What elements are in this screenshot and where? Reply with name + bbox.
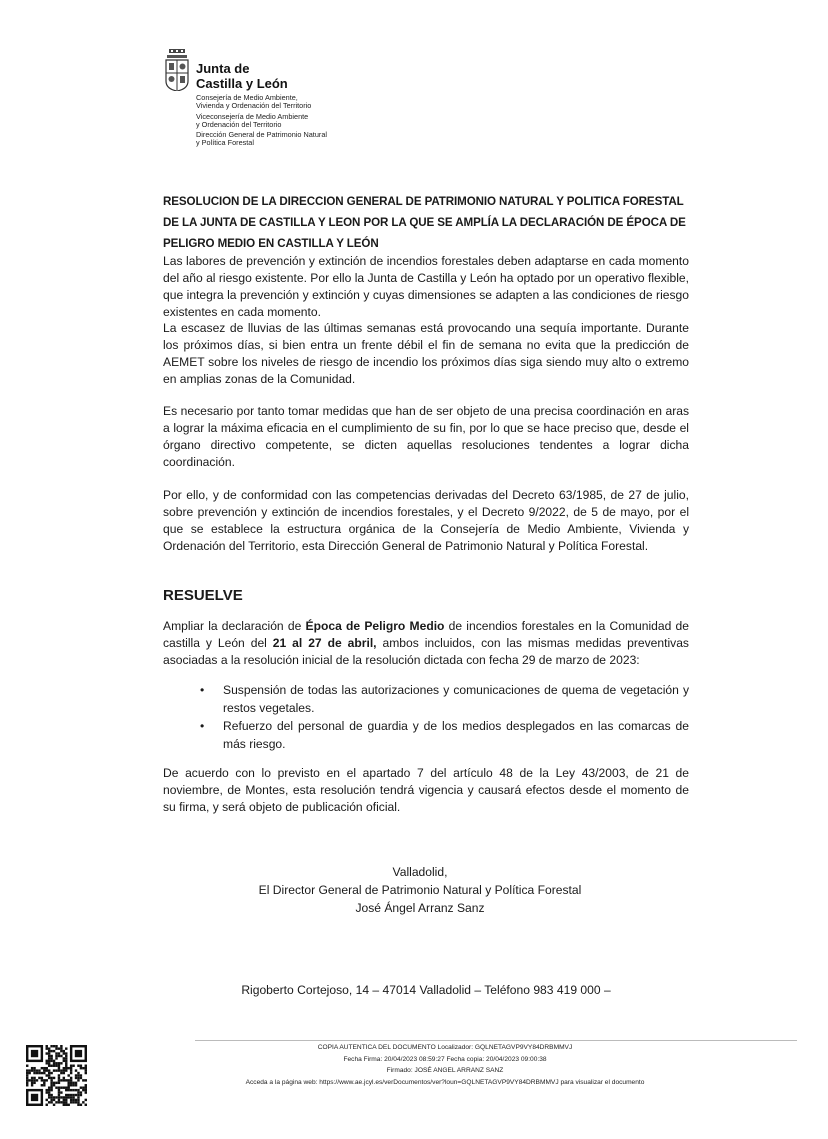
paragraph-legal-basis: Por ello, y de conformidad con las competencias derivadas del Decreto 63/1985, de 27 de julio, sobre prevención y extinción de incendios forestales, y el Decreto 9/2022, de 5 de mayo, por el que se establece la estructura orgánica de la Consejería de Medio Ambiente, Vivienda y Ordenación del Territorio, esta Dirección General de Patrimonio Natural y Política Forestal. (163, 488, 689, 553)
list-item: • Suspensión de todas las autorizaciones y comunicaciones de quema de vegetación y restos vegetales. (200, 682, 689, 717)
org-sub-line: Viceconsejería de Medio Ambiente (196, 111, 309, 121)
paragraph-coordination: Es necesario por tanto tomar medidas que han de ser objeto de una precisa coordinación en aras a lograr la máxima eficacia en el cumplimiento de su fin, por lo que se hace preciso que, desde el órgano directivo competente, se dicten aquellas resoluciones tendentes a lograr dicha coordinación. (163, 404, 689, 469)
signature-place: Valladolid, (392, 865, 448, 879)
org-sub-line: y Política Forestal (196, 138, 254, 148)
qr-code-icon[interactable] (26, 1045, 87, 1106)
junta-coat-of-arms-logo (165, 49, 189, 91)
org-sub-line: Vivienda y Ordenación del Territorio (196, 101, 312, 111)
footer-address: Rigoberto Cortejoso, 14 – 47014 Valladolid – Teléfono 983 419 000 – (241, 983, 611, 997)
verification-signer: Firmado: JOSÉ ANGEL ARRANZ SANZ (386, 1067, 504, 1074)
footer-divider (195, 1040, 797, 1041)
verification-block (190, 1042, 700, 1088)
verification-url-link[interactable]: Acceda a la página web: https://www.ae.jcyl.es/verDocumentos/ver?loun=GQLNETAGVP9VY84DRBMMVJ para visualizar el documento (245, 1078, 645, 1086)
org-sub-line: Dirección General de Patrimonio Natural (196, 130, 327, 140)
org-sub-line: y Ordenación del Territorio (196, 119, 282, 129)
paragraph-drought: La escasez de lluvias de las últimas semanas está provocando una sequía importante. Durante los próximos días, si bien entra un frente débil el fin de semana no evita que la predicción de AEMET sobre los niveles de riesgo de incendio los próximos días siga siendo muy alto o extremo en amplias zonas de la Comunidad. (163, 321, 689, 386)
verification-dates: Fecha Firma: 20/04/2023 08:59:27 Fecha copia: 20/04/2023 09:00:38 (343, 1055, 547, 1063)
paragraph-intro: Las labores de prevención y extinción de incendios forestales deben adaptarse en cada momento del año al riesgo existente. Por ello la Junta de Castilla y León ha optado por un operativo flexible, que integra la prevención y extinción y cuyas dimensiones se adapten a las condiciones de riesgo existentes en cada momento. (163, 254, 689, 319)
org-departments (196, 94, 327, 148)
signature-name: José Ángel Arranz Sanz (355, 901, 485, 915)
date-range: 21 al 27 de abril, (272, 636, 377, 650)
period-name: Época de Peligro Medio (305, 619, 445, 633)
signature-role: El Director General de Patrimonio Natural y Política Forestal (258, 883, 582, 897)
verification-locator: COPIA AUTENTICA DEL DOCUMENTO Localizador: GQLNETAGVP9VY84DRBMMVJ (317, 1044, 573, 1051)
list-item: • Refuerzo del personal de guardia y de los medios desplegados en las comarcas de más riesgo. (200, 718, 689, 753)
paragraph-resolution: Ampliar la declaración de Época de Peligro Medio de incendios forestales en la Comunidad de castilla y León del 21 al 27 de abril, ambos incluidos, con las mismas medidas preventivas asociadas a la resolución inicial de la resolución dictada con fecha 29 de marzo de 2023: (163, 619, 689, 667)
org-name: Junta de Castilla y León (196, 61, 288, 91)
measures-list (200, 682, 689, 754)
org-sub-line: Consejería de Medio Ambiente, (196, 93, 298, 102)
paragraph-closing: De acuerdo con lo previsto en el apartado 7 del artículo 48 de la Ley 43/2003, de 21 de noviembre, de Montes, esta resolución tendrá vigencia y causará efectos desde el momento de su firma, y será objeto de publicación oficial. (163, 766, 689, 814)
document-title: RESOLUCION DE LA DIRECCION GENERAL DE PATRIMONIO NATURAL Y POLITICA FORESTAL DE LA JUNTA DE CASTILLA Y LEON POR LA QUE SE AMPLÍA LA DECLARACIÓN DE ÉPOCA DE PELIGRO MEDIO EN CASTILLA Y LEÓN (163, 195, 686, 250)
resolve-heading: RESUELVE (163, 587, 243, 604)
